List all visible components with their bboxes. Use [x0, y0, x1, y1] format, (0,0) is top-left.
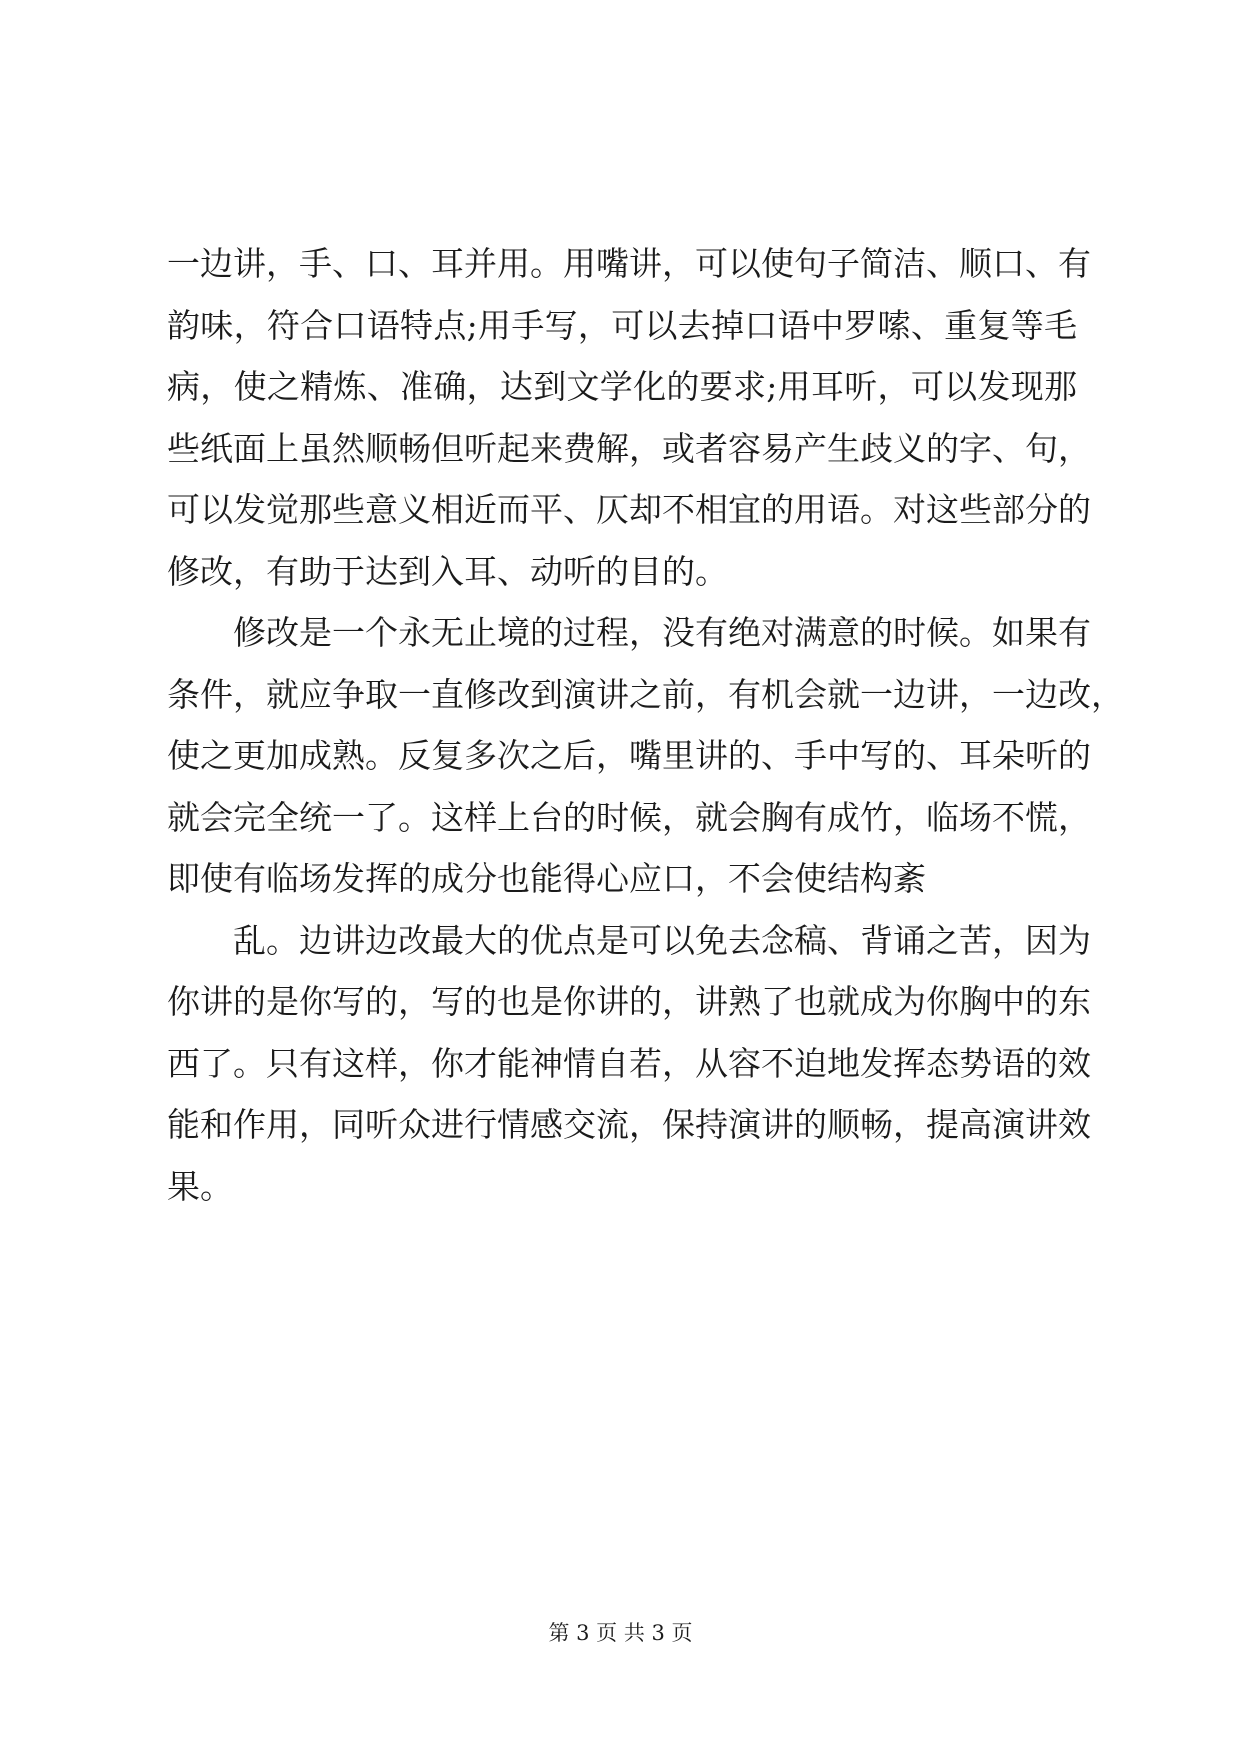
page-footer [0, 1619, 1241, 1647]
paragraph-3 [167, 910, 1091, 1218]
text-line: 使之更加成熟。反复多次之后，嘴里讲的、手中写的、耳朵听的 [167, 736, 1091, 775]
text-line: 病，使之精炼、准确，达到文学化的要求;用耳听，可以发现那 [167, 367, 1077, 406]
text-line: 乱。边讲边改最大的优点是可以免去念稿、背诵之苦，因为 [233, 920, 1091, 960]
text-line: 修改是一个永无止境的过程，没有绝对满意的时候。如果有 [233, 613, 1091, 652]
text-line: 可以发觉那些意义相近而平、仄却不相宜的用语。对这些部分的 [167, 490, 1091, 529]
text-line: 些纸面上虽然顺畅但听起来费解，或者容易产生歧义的字、句， [167, 428, 1091, 468]
page-number: 第 3 页 共 3 页 [548, 1621, 693, 1645]
text-line: 西了。只有这样，你才能神情自若，从容不迫地发挥态势语的效 [167, 1043, 1091, 1083]
text-line: 你讲的是你写的，写的也是你讲的，讲熟了也就成为你胸中的东 [167, 982, 1091, 1021]
paragraph-1 [167, 233, 1091, 602]
text-line: 即使有临场发挥的成分也能得心应口，不会使结构紊 [167, 859, 926, 898]
text-line: 修改，有助于达到入耳、动听的目的。 [167, 551, 728, 591]
text-line: 就会完全统一了。这样上台的时候，就会胸有成竹，临场不慌， [167, 797, 1091, 837]
paragraph-2 [167, 602, 1124, 910]
text-line: 韵味，符合口语特点;用手写，可以去掉口语中罗嗦、重复等毛 [167, 305, 1077, 345]
text-line: 果。 [167, 1166, 233, 1206]
text-line: 能和作用，同听众进行情感交流，保持演讲的顺畅，提高演讲效 [167, 1105, 1091, 1144]
text-line: 一边讲，手、口、耳并用。用嘴讲，可以使句子简洁、顺口、有 [167, 244, 1091, 283]
text-line: 条件，就应争取一直修改到演讲之前，有机会就一边讲，一边改， [167, 674, 1124, 714]
body-text [167, 233, 1124, 1217]
